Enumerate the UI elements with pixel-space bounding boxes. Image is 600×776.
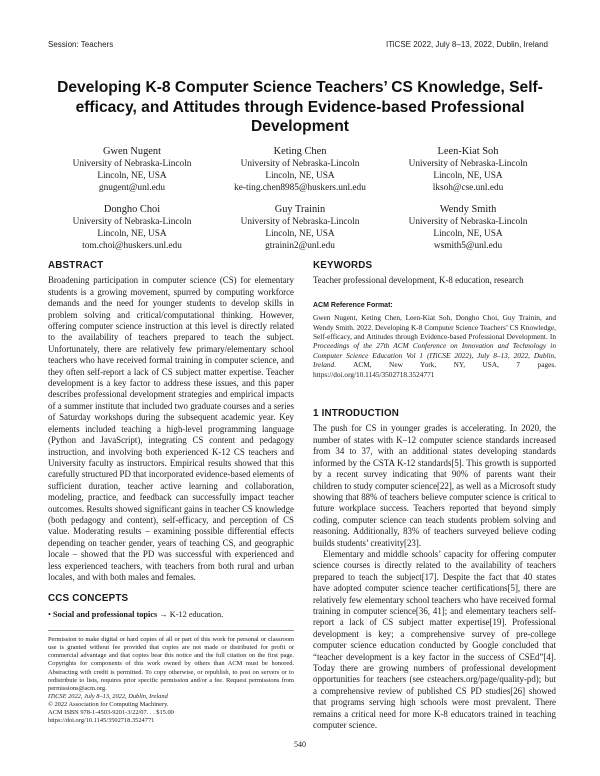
ccs-heading: CCS CONCEPTS — [48, 593, 129, 605]
reference-end: ACM, New York, NY, USA, 7 pages. https://doi.org/10.1145/3502718.3524771 — [313, 360, 556, 379]
author-affiliation: University of Nebraska-Lincoln — [72, 159, 192, 169]
permission-isbn: ACM ISBN 978-1-4503-9201-3/22/07. . . $15.00 — [48, 709, 174, 717]
author-email: lksoh@cse.unl.edu — [432, 183, 504, 193]
author-email: ke-ting.chen8985@huskers.unl.edu — [234, 183, 366, 193]
left-column — [48, 260, 294, 725]
author-name: Wendy Smith — [439, 204, 497, 215]
intro-paragraph-2: Elementary and middle schools’ capacity for offering computer science courses is directly related to the availability of teachers prepared to teach the subject[17]. Despite the fact that 40 states have adopted computer science teacher certifications[5], there are relatively few elementary school teachers who have received formal training in computer science[36, 41]; and elementary teachers self-report a lack of CS subject matter expertise[19]. Professional development is key; a comprehensive survey of pre-college computer science education conducted by Google concluded that “teacher development is a key factor in the success of CSEd”[4]. Today there are growing numbers of professional development opportunities for teachers (see csteachers.org/page/quality-pd); but a comprehensive review of published CS PD studies[26] showed that programs serving high schools were most prevalent. There remains a critical need for more K-8 educators trained in teaching computer science. — [313, 548, 556, 731]
author-location: Lincoln, NE, USA — [265, 229, 335, 239]
author-block — [48, 145, 216, 194]
author-block — [216, 145, 384, 194]
page-number: 540 — [294, 740, 306, 749]
reference-text — [313, 313, 556, 379]
running-header-session: Session: Teachers — [48, 40, 114, 49]
running-header-conference: ITiCSE 2022, July 8–13, 2022, Dublin, Ireland — [385, 40, 548, 49]
keywords-heading: KEYWORDS — [313, 260, 373, 271]
ccs-bullet: • — [48, 609, 53, 619]
author-block — [48, 203, 216, 252]
author-affiliation: University of Nebraska-Lincoln — [240, 159, 360, 169]
ccs-concept — [48, 609, 294, 620]
introduction-heading: 1 INTRODUCTION — [313, 408, 400, 420]
author-block — [216, 203, 384, 252]
author-affiliation: University of Nebraska-Lincoln — [72, 217, 192, 227]
author-name: Keting Chen — [273, 146, 327, 157]
author-affiliation: University of Nebraska-Lincoln — [408, 159, 528, 169]
reference-heading: ACM Reference Format: — [313, 301, 393, 309]
author-block — [384, 203, 552, 252]
abstract-text: Broadening participation in computer science (CS) for elementary students is a growing movement, spurred by computing workforce demands and the need for younger students to develop skills in problem solving and critical/computational thinking. However, offering computer science instruction at this level is directly related to the availability of teachers prepared to teach the subject. Unfortunately, there are relatively few primary/elementary school teachers who have received formal training in computer science, and they often self-report a lack of CS subject matter expertise. Teacher development is a key factor to address these issues, and this paper describes professional development strategies and empirical impacts of a summer institute that included two graduate courses and a series of Saturday workshops during the subsequent academic year. Key elements included teaching a high-level programming language (Python and JavaScript), integrating CS content and pedagogy instruction, and involving both experienced K-12 CS teachers and University faculty as instructors. Empirical results showed that this carefully structured PD that incorporated evidence-based elements of sufficient duration, teacher active learning and collaboration, modeling, practice, and feedback can successfully impact teacher outcomes. Results showed significant gains in teacher CS knowledge (both pedagogy and content), self-efficacy, and perception of CS value. Moderating results – examining possible differential effects depending on teacher gender, years of teaching CS, and geographic locale – showed that the PD was successful with experienced and less experienced teachers, with teachers from both rural and urban locales, and with both males and females. — [48, 275, 294, 582]
ccs-concept-rest: → K-12 education. — [157, 609, 224, 619]
author-location: Lincoln, NE, USA — [433, 171, 503, 181]
ccs-concept-bold: Social and professional topics — [52, 609, 158, 619]
author-block — [384, 145, 552, 194]
author-location: Lincoln, NE, USA — [433, 229, 503, 239]
keywords-text: Teacher professional development, K-8 education, research — [313, 275, 524, 286]
permission-doi: https://doi.org/10.1145/3502718.3524771 — [48, 717, 155, 725]
author-email: tom.choi@huskers.unl.edu — [82, 241, 182, 251]
abstract-heading: ABSTRACT — [48, 260, 104, 271]
author-name: Dongho Choi — [103, 204, 161, 215]
author-location: Lincoln, NE, USA — [265, 171, 335, 181]
intro-paragraph-1: The push for CS in younger grades is accelerating. In 2020, the number of states with K–12 computer science standards increased from 34 to 37, with an additional states developing standards informed by the CSTA K-12 standards[5]. This growth is supported by a recent survey indicating that 90% of parents want their children to study computer science[22], as well as a Microsoft study showing that 88% of teachers believe computer science is critical to future workplace success. Teachers reported that beyond simply coding, computer science can teach students problem solving and reasoning. Additionally, 83% of teachers surveyed believe coding builds students’ creativity[23]. — [313, 423, 556, 548]
author-name: Leen-Kiat Soh — [437, 146, 499, 157]
author-name: Gwen Nugent — [102, 146, 161, 157]
author-affiliation: University of Nebraska-Lincoln — [240, 217, 360, 227]
author-name: Guy Trainin — [274, 204, 326, 215]
paper-title: Developing K-8 Computer Science Teachers’ CS Knowledge, Self-efficacy, and Attitudes through Evidence-based Professional Development — [57, 79, 543, 135]
permission-text: Permission to make digital or hard copies of all or part of this work for personal or classroom use is granted without fee provided that copies are not made or distributed for profit or commercial advantage and that copies bear this notice and the full citation on the first page. Copyrights for components of this work owned by others than ACM must be honored. Abstracting with credit is permitted. To copy otherwise, or republish, to post on servers or to redistribute to lists, requires prior specific permission and/or a fee. Request permissions from permissions@acm.org. — [48, 636, 294, 692]
permission-venue: ITiCSE 2022, July 8–13, 2022, Dublin, Ireland — [48, 692, 168, 700]
right-column — [313, 260, 556, 731]
reference-italic: Proceedings of the 27th ACM Conference on Innovation and Technology in Computer Science Education Vol 1 (ITiCSE 2022), July 8–13, 2022, Dublin, Ireland. — [313, 341, 556, 370]
author-email: wsmith5@unl.edu — [433, 241, 503, 251]
author-email: gtrainin2@unl.edu — [265, 241, 335, 251]
author-affiliation: University of Nebraska-Lincoln — [408, 217, 528, 227]
author-location: Lincoln, NE, USA — [97, 229, 167, 239]
permission-copyright: © 2022 Association for Computing Machinery. — [48, 700, 169, 708]
permission-block — [48, 630, 294, 725]
author-location: Lincoln, NE, USA — [97, 171, 167, 181]
author-email: gnugent@unl.edu — [98, 183, 166, 193]
reference-plain: Gwen Nugent, Keting Chen, Leen-Kiat Soh, Dongho Choi, Guy Trainin, and Wendy Smith. 2022. Developing K-8 Computer Science Teachers’ CS Knowledge, Self-efficacy, and Attitudes through Evidence-based Professional Development. In — [313, 313, 556, 342]
